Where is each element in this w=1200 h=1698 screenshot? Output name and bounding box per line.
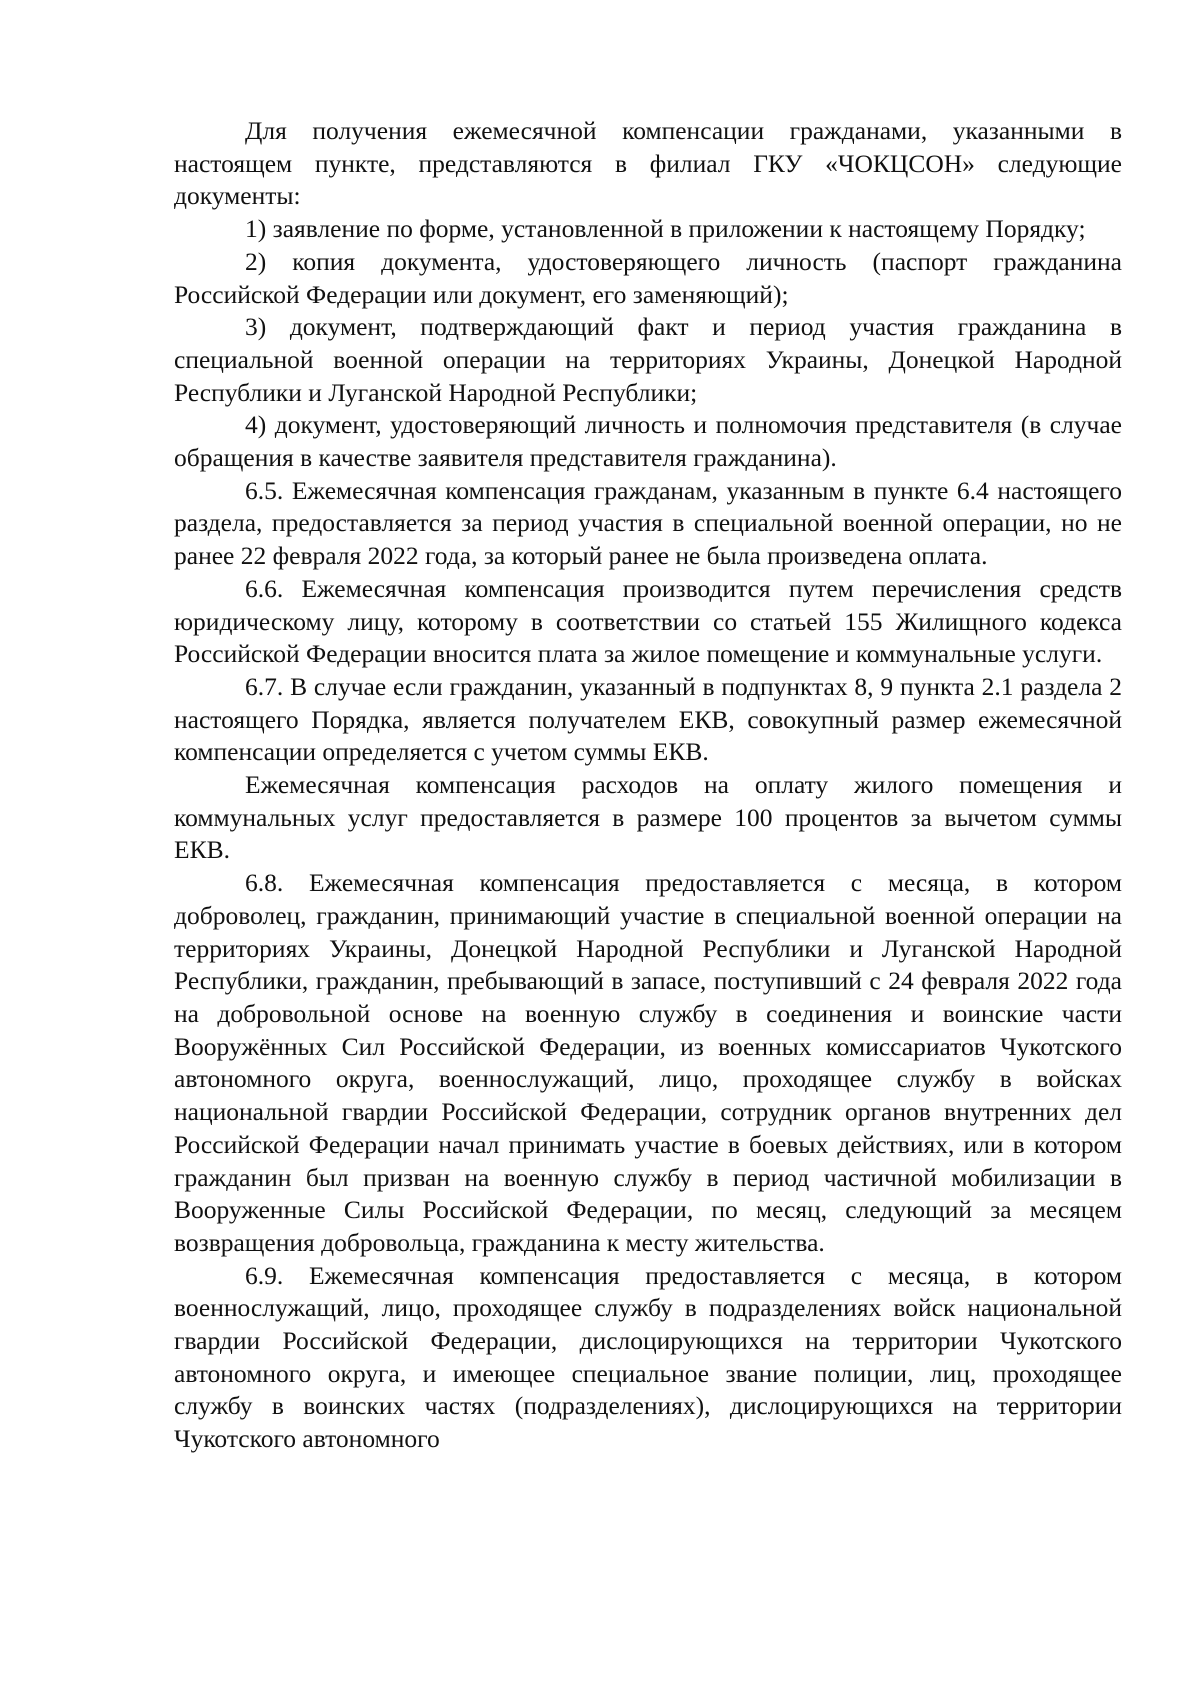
paragraph-item-1: 1) заявление по форме, установленной в приложении к настоящему Порядку;	[245, 214, 1086, 244]
paragraph-6-5: 6.5. Ежемесячная компенсация гражданам, указанным в пункте 6.4 настоящего раздела, предоставляется за период участия в специальной военной операции, но не ранее 22 февраля 2022 года, за который ранее не была произведена оплата.	[174, 475, 1122, 571]
paragraph-6-9: 6.9. Ежемесячная компенсация предоставляется с месяца, в котором военнослужащий, лицо, проходящее службу в подразделениях войск национальной гвардии Российской Федерации, дислоцирующихся на территории Чукотского автономного округа, и имеющее специальное звание полиции, лиц, проходящее службу в воинских частях (подразделениях), дислоцирующихся на территории Чукотского автономного	[174, 1260, 1122, 1454]
paragraph-item-3: 3) документ, подтверждающий факт и период участия гражданина в специальной военной операции на территориях Украины, Донецкой Народной Республики и Луганской Народной Республики;	[174, 312, 1122, 407]
paragraph-6-6: 6.6. Ежемесячная компенсация производится путем перечисления средств юридическому лицу, которому в соответствии со статьей 155 Жилищного кодекса Российской Федерации вносится плата за жилое помещение и коммунальные услуги.	[174, 573, 1122, 669]
paragraph-6-8: 6.8. Ежемесячная компенсация предоставляется с месяца, в котором доброволец, гражданин, принимающий участие в специальной военной операции на территориях Украины, Донецкой Народной Республики и Луганской Народной Республики, гражданин, пребывающий в запасе, поступивший с 24 февраля 2022 года на добровольной основе на военную службу в соединения и воинские части Вооружённых Сил Российской Федерации, из военных комиссариатов Чукотского автономного округа, военнослужащий, лицо, проходящее службу в войсках национальной гвардии Российской Федерации, сотрудник органов внутренних дел Российской Федерации начал принимать участие в боевых действиях, или в котором гражданин был призван на военную службу в период частичной мобилизации в Вооруженные Силы Российской Федерации, по месяц, следующий за месяцем возвращения добровольца, гражданина к месту жительства.	[174, 868, 1122, 1257]
paragraph-6-7-continued: Ежемесячная компенсация расходов на оплату жилого помещения и коммунальных услуг предоставляется в размере 100 процентов за вычетом суммы ЕКВ.	[174, 770, 1122, 865]
document-page	[174, 115, 1122, 1456]
paragraph-documents-intro: Для получения ежемесячной компенсации гражданами, указанными в настоящем пункте, представляются в филиал ГКУ «ЧОКЦСОН» следующие документы:	[174, 116, 1122, 211]
paragraph-item-2: 2) копия документа, удостоверяющего личность (паспорт гражданина Российской Федерации или документ, его заменяющий);	[174, 246, 1122, 309]
paragraph-item-4: 4) документ, удостоверяющий личность и полномочия представителя (в случае обращения в качестве заявителя представителя гражданина).	[174, 410, 1122, 473]
paragraph-6-7: 6.7. В случае если гражданин, указанный в подпунктах 8, 9 пункта 2.1 раздела 2 настоящего Порядка, является получателем ЕКВ, совокупный размер ежемесячной компенсации определяется с учетом суммы ЕКВ.	[174, 671, 1122, 767]
